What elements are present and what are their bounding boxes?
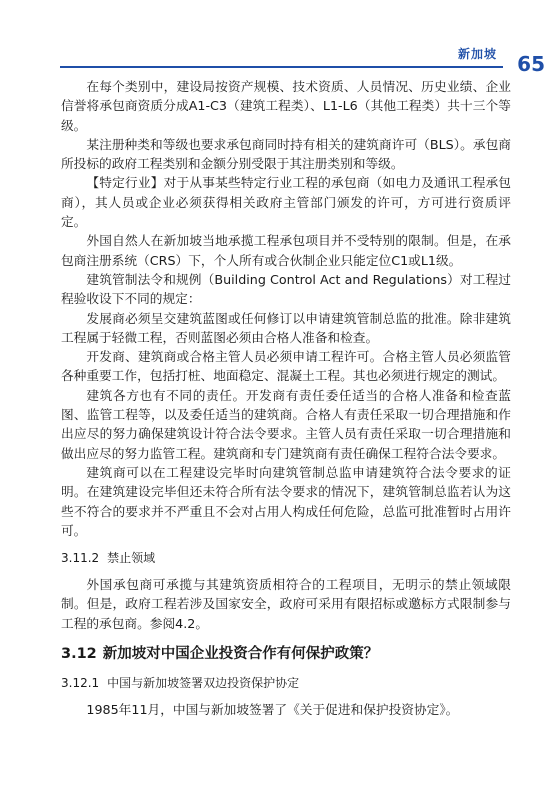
- header-rule: [60, 66, 503, 68]
- section-heading: [61, 643, 511, 665]
- paragraph: 某注册种类和等级也要求承包商同时持有相关的建筑商许可（BLS）。承包商所投标的政府工程类别和金额分别受限于其注册类别和等级。: [61, 136, 511, 172]
- section-title: 新加坡对中国企业投资合作有何保护政策？: [102, 646, 379, 663]
- main-content: [61, 77, 511, 719]
- paragraph: 1985年11月，中国与新加坡签署了《关于促进和保护投资协定》。: [86, 702, 459, 718]
- subsection-heading: [61, 674, 511, 692]
- page-number: 65: [517, 52, 545, 76]
- paragraph: 建筑各方也有不同的责任。开发商有责任委任适当的合格人准备和检查蓝图、监管工程等，以及委任适当的建筑商。合格人有责任采取一切合理措施和作出应尽的努力确保建筑设计符合法令要求。主管人员有责任采取一切合理措施和做出应尽的努力监管工程。建筑商和专门建筑商有责任确保工程符合法令要求。: [61, 387, 511, 461]
- paragraph: 在每个类别中，建设局按资产规模、技术资质、人员情况、历史业绩、企业信誉将承包商资质分成A1-C3（建筑工程类）、L1-L6（其他工程类）共十三个等级。: [61, 79, 511, 133]
- subsection-number: 3.12.1: [61, 676, 100, 691]
- subsection-title: 中国与新加坡签署双边投资保护协定: [107, 676, 300, 691]
- subsection-title: 禁止领域: [107, 551, 156, 566]
- country-label: 新加坡: [457, 47, 497, 61]
- page-header: [0, 0, 559, 75]
- paragraph: 建筑管制法令和规例（Building Control Act and Regulations）对工程过程验收设下不同的规定：: [61, 271, 511, 307]
- subsection-number: 3.11.2: [61, 551, 100, 566]
- subsection-heading: [61, 549, 511, 567]
- section-number: 3.12: [61, 646, 97, 663]
- paragraph: 外国承包商可承揽与其建筑资质相符合的工程项目，无明示的禁止领域限制。但是，政府工程若涉及国家安全，政府可采用有限招标或邀标方式限制参与工程的承包商。参阅4.2。: [61, 577, 511, 631]
- paragraph: 发展商必须呈交建筑蓝图或任何修订以申请建筑管制总监的批准。除非建筑工程属于轻微工程，否则蓝图必须由合格人准备和检查。: [61, 310, 511, 345]
- paragraph: 建筑商可以在工程建设完毕时向建筑管制总监申请建筑符合法令要求的证明。在建筑建设完毕但还未符合所有法令要求的情况下，建筑管制总监若认为这些不符合的要求并不严重且不会对占用人构成任何危险，总监可批准暂时占用许可。: [61, 464, 511, 538]
- paragraph: 开发商、建筑商或合格主管人员必须申请工程许可。合格主管人员必须监管各种重要工作，包括打桩、地面稳定、混凝土工程。其也必须进行规定的测试。: [61, 349, 511, 384]
- paragraph: 外国自然人在新加坡当地承揽工程承包项目并不受特别的限制。但是，在承包商注册系统（CRS）下，个人所有或合伙制企业只能定位C1或L1级。: [61, 233, 511, 268]
- paragraph: 【特定行业】对于从事某些特定行业工程的承包商（如电力及通讯工程承包商），其人员或企业必须获得相关政府主管部门颁发的许可，方可进行资质评定。: [61, 175, 511, 230]
